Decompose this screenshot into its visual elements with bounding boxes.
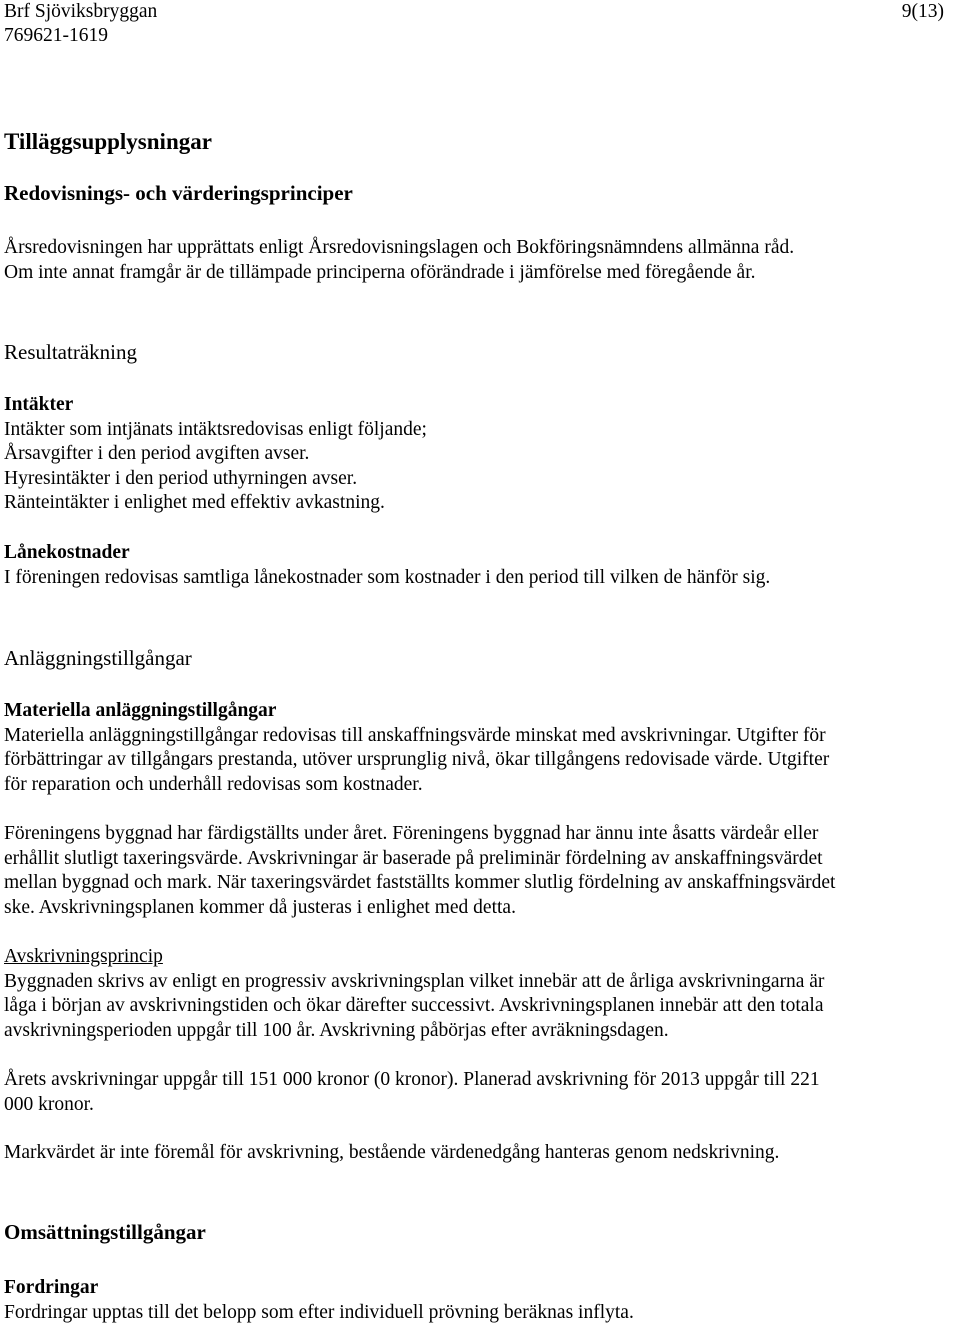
intakter-heading: Intäkter — [4, 394, 74, 415]
materiella-section — [4, 699, 944, 797]
materiella-heading: Materiella anläggningstillgångar — [4, 700, 277, 721]
intakter-line: Årsavgifter i den period avgiften avser. — [4, 443, 310, 464]
avskrivningsprincip-heading: Avskrivningsprincip — [4, 946, 163, 967]
lanekostnader-section — [4, 541, 944, 590]
arets-line: 000 kronor. — [4, 1093, 94, 1115]
avskrivningsprincip-line: avskrivningsperioden uppgår till 100 år. Avskrivning påbörjas efter avräkningsdagen. — [4, 1019, 669, 1041]
markvarde-paragraph: Markvärdet är inte föremål för avskrivning, bestående värdenedgång hanteras genom nedskrivning. — [4, 1142, 780, 1163]
intakter-line: Ränteintäkter i enlighet med effektiv avkastning. — [4, 492, 385, 513]
materiella-line: förbättringar av tillgångars prestanda, utöver ursprunglig nivå, ökar tillgångens redovisade värde. Utgifter — [4, 749, 830, 770]
page-number: 9(13) — [901, 1, 944, 22]
principles-heading: Redovisnings- och värderingsprinciper — [4, 181, 353, 205]
fordringar-text: Fordringar upptas till det belopp som efter individuell prövning beräknas inflyta. — [4, 1301, 634, 1323]
intakter-line: Intäkter som intjänats intäktsredovisas enligt följande; — [4, 418, 427, 440]
materiella-line: Materiella anläggningstillgångar redovisas till anskaffningsvärde minskat med avskrivningar. Utgifter för — [4, 724, 826, 746]
avskrivningsprincip-line: Byggnaden skrivs av enligt en progressiv avskrivningsplan vilket innebär att de årliga avskrivningarna är — [4, 970, 825, 992]
byggnad-line: ske. Avskrivningsplanen kommer då justeras i enlighet med detta. — [4, 896, 516, 918]
arets-line: Årets avskrivningar uppgår till 151 000 kronor (0 kronor). Planerad avskrivning för 2013 uppgår till 221 — [4, 1069, 820, 1090]
byggnad-line: erhållit slutligt taxeringsvärde. Avskrivningar är baserade på preliminär fördelning av anskaffningsvärdet — [4, 847, 823, 869]
fordringar-heading: Fordringar — [4, 1277, 99, 1298]
byggnad-line: Föreningens byggnad har färdigställts under året. Föreningens byggnad har ännu inte åsatts värdeår eller — [4, 823, 819, 844]
omsattning-heading: Omsättningstillgångar — [4, 1220, 206, 1244]
avskrivningsprincip-section — [4, 945, 944, 1043]
arets-avskrivningar-paragraph — [4, 1068, 944, 1117]
byggnad-paragraph — [4, 822, 944, 920]
avskrivningsprincip-line: låga i början av avskrivningstiden och ökar därefter successivt. Avskrivningsplanen innebär att den totala — [4, 995, 824, 1016]
principles-line: Årsredovisningen har upprättats enligt Årsredovisningslagen och Bokföringsnämndens allmänna råd. — [4, 237, 795, 258]
anlaggning-heading: Anläggningstillgångar — [4, 646, 192, 670]
principles-paragraph — [4, 236, 944, 285]
byggnad-line: mellan byggnad och mark. När taxeringsvärdet fastställts kommer slutlig fördelning av anskaffningsvärdet — [4, 872, 836, 893]
lanekostnader-text: I föreningen redovisas samtliga lånekostnader som kostnader i den period till vilken de hänför sig. — [4, 566, 771, 588]
resultatrakning-heading: Resultaträkning — [4, 340, 137, 364]
page-title: Tilläggsupplysningar — [4, 129, 212, 154]
org-number: 769621-1619 — [4, 25, 108, 46]
materiella-line: för reparation och underhåll redovisas som kostnader. — [4, 773, 423, 795]
intakter-line: Hyresintäkter i den period uthyrningen avser. — [4, 467, 358, 489]
fordringar-section — [4, 1276, 944, 1325]
principles-line: Om inte annat framgår är de tillämpade principerna oförändrade i jämförelse med föregående år. — [4, 261, 756, 283]
org-name: Brf Sjöviksbryggan — [4, 1, 158, 22]
lanekostnader-heading: Lånekostnader — [4, 542, 130, 563]
intakter-section — [4, 393, 944, 516]
